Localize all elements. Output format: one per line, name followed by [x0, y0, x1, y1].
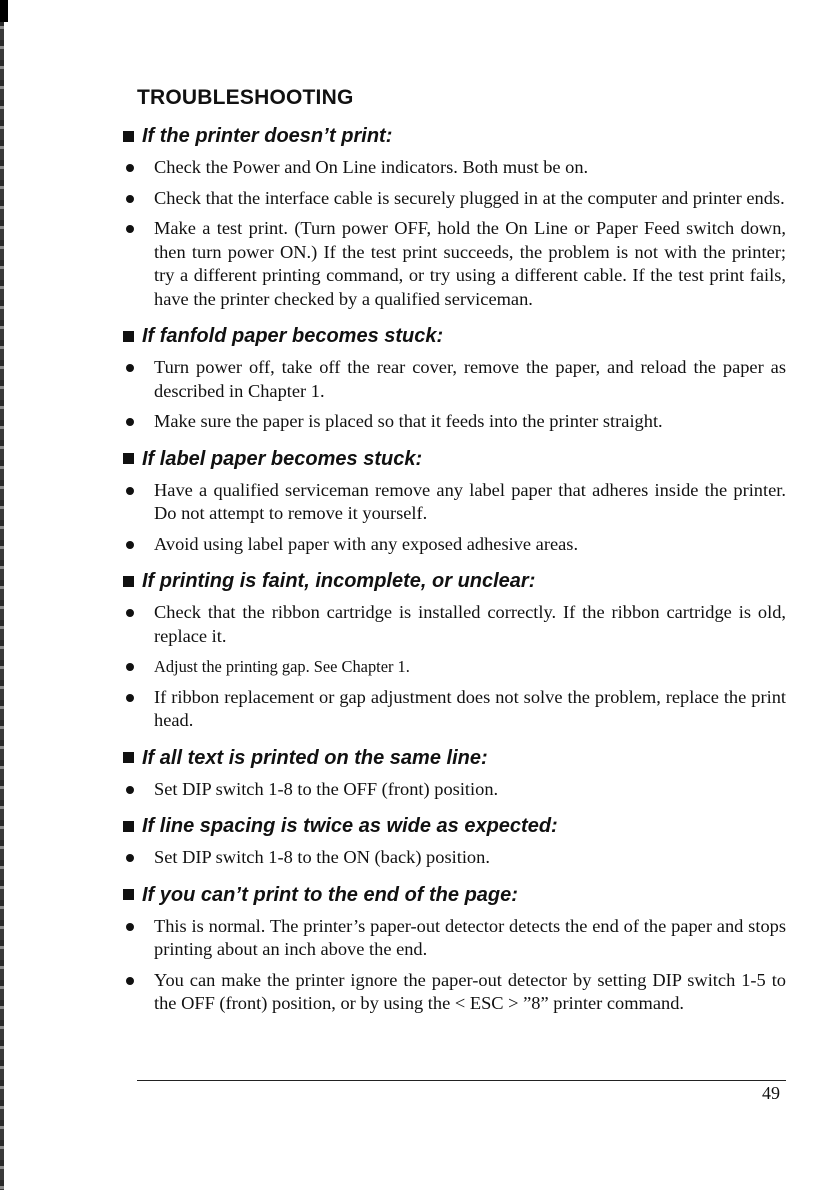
list-item [121, 686, 786, 733]
list-item [121, 915, 786, 962]
square-bullet-icon [123, 576, 134, 587]
list-item-text: Make sure the paper is placed so that it feeds into the printer straight. [154, 411, 663, 431]
section-heading [121, 883, 786, 907]
section-fanfold-paper-stuck [121, 324, 786, 434]
bullet-dot-icon [121, 846, 154, 870]
bullet-dot-icon [121, 479, 154, 526]
bullet-dot-icon [121, 533, 154, 557]
list-item [121, 356, 786, 403]
list-item-text: Set DIP switch 1-8 to the OFF (front) position. [154, 778, 499, 799]
section-heading [121, 569, 786, 593]
bullet-dot-icon [121, 187, 154, 211]
bullet-dot-icon [121, 601, 154, 648]
list-item-text: If ribbon replacement or gap adjustment does not solve the problem, replace the print head. [154, 686, 786, 730]
list-item-text: Have a qualified serviceman remove any label paper that adheres inside the printer. Do not attempt to remove it yourself. [154, 479, 786, 523]
square-bullet-icon [123, 331, 134, 342]
list-item-text: Adjust the printing gap. See Chapter 1. [154, 657, 410, 676]
section-line-spacing [121, 814, 786, 870]
bullet-dot-icon [121, 778, 154, 802]
list-item-text: Check that the interface cable is securely plugged in at the computer and printer ends. [154, 187, 785, 208]
list-item [121, 969, 786, 1016]
square-bullet-icon [123, 889, 134, 900]
page-title: TROUBLESHOOTING [137, 86, 354, 109]
section-heading [121, 814, 786, 838]
list-item-text: Turn power off, take off the rear cover, remove the paper, and reload the paper as described in Chapter 1. [154, 357, 786, 401]
list-item-text: Make a test print. (Turn power OFF, hold the On Line or Paper Feed switch down, then turn power ON.) If the test print succeeds, the problem is not with the printer; try a different printing command, or try using a different cable. If the test print fails, have the printer checked by a qualified serviceman. [154, 218, 786, 309]
section-same-line [121, 746, 786, 802]
list-item [121, 156, 786, 180]
page-number: 49 [762, 1083, 780, 1103]
section-heading-text: If printing is faint, incomplete, or unclear: [142, 570, 536, 592]
section-heading [121, 746, 786, 770]
list-item [121, 410, 786, 434]
section-label-paper-stuck [121, 447, 786, 557]
bullet-dot-icon [121, 217, 154, 311]
section-heading-text: If fanfold paper becomes stuck: [142, 325, 444, 347]
list-item [121, 601, 786, 648]
section-heading [121, 447, 786, 471]
section-heading [121, 124, 786, 148]
section-end-of-page [121, 883, 786, 1016]
bullet-dot-icon [121, 655, 154, 679]
footer-rule [137, 1080, 786, 1081]
section-heading-text: If label paper becomes stuck: [142, 447, 423, 470]
list-item [121, 846, 786, 870]
bullet-dot-icon [121, 915, 154, 962]
troubleshooting-content [121, 124, 786, 1029]
section-printer-doesnt-print [121, 124, 786, 311]
list-item-text: Avoid using label paper with any exposed adhesive areas. [154, 533, 579, 554]
list-item-text: Check the Power and On Line indicators. Both must be on. [154, 157, 589, 177]
section-heading [121, 324, 786, 348]
bullet-dot-icon [121, 410, 154, 434]
list-item [121, 655, 786, 679]
square-bullet-icon [123, 453, 134, 464]
list-item [121, 187, 786, 211]
section-heading-text: If all text is printed on the same line: [142, 746, 488, 769]
square-bullet-icon [123, 752, 134, 763]
square-bullet-icon [123, 131, 134, 142]
bullet-dot-icon [121, 969, 154, 1016]
section-heading-text: If line spacing is twice as wide as expected: [142, 815, 558, 837]
list-item-text: Check that the ribbon cartridge is installed correctly. If the ribbon cartridge is old, replace it. [154, 602, 786, 646]
bullet-dot-icon [121, 356, 154, 403]
bullet-dot-icon [121, 156, 154, 180]
list-item-text: Set DIP switch 1-8 to the ON (back) position. [154, 847, 490, 867]
bullet-dot-icon [121, 686, 154, 733]
list-item-text: This is normal. The printer’s paper-out detector detects the end of the paper and stops printing about an inch above the end. [154, 915, 786, 959]
section-heading-text: If you can’t print to the end of the page: [142, 883, 518, 906]
section-printing-faint [121, 569, 786, 733]
list-item [121, 217, 786, 311]
list-item [121, 479, 786, 526]
section-heading-text: If the printer doesn’t print: [142, 125, 393, 147]
list-item [121, 778, 786, 802]
list-item [121, 533, 786, 557]
square-bullet-icon [123, 821, 134, 832]
list-item-text: You can make the printer ignore the paper-out detector by setting DIP switch 1-5 to the OFF (front) position, or by using the < ESC > ”8” printer command. [154, 969, 786, 1013]
